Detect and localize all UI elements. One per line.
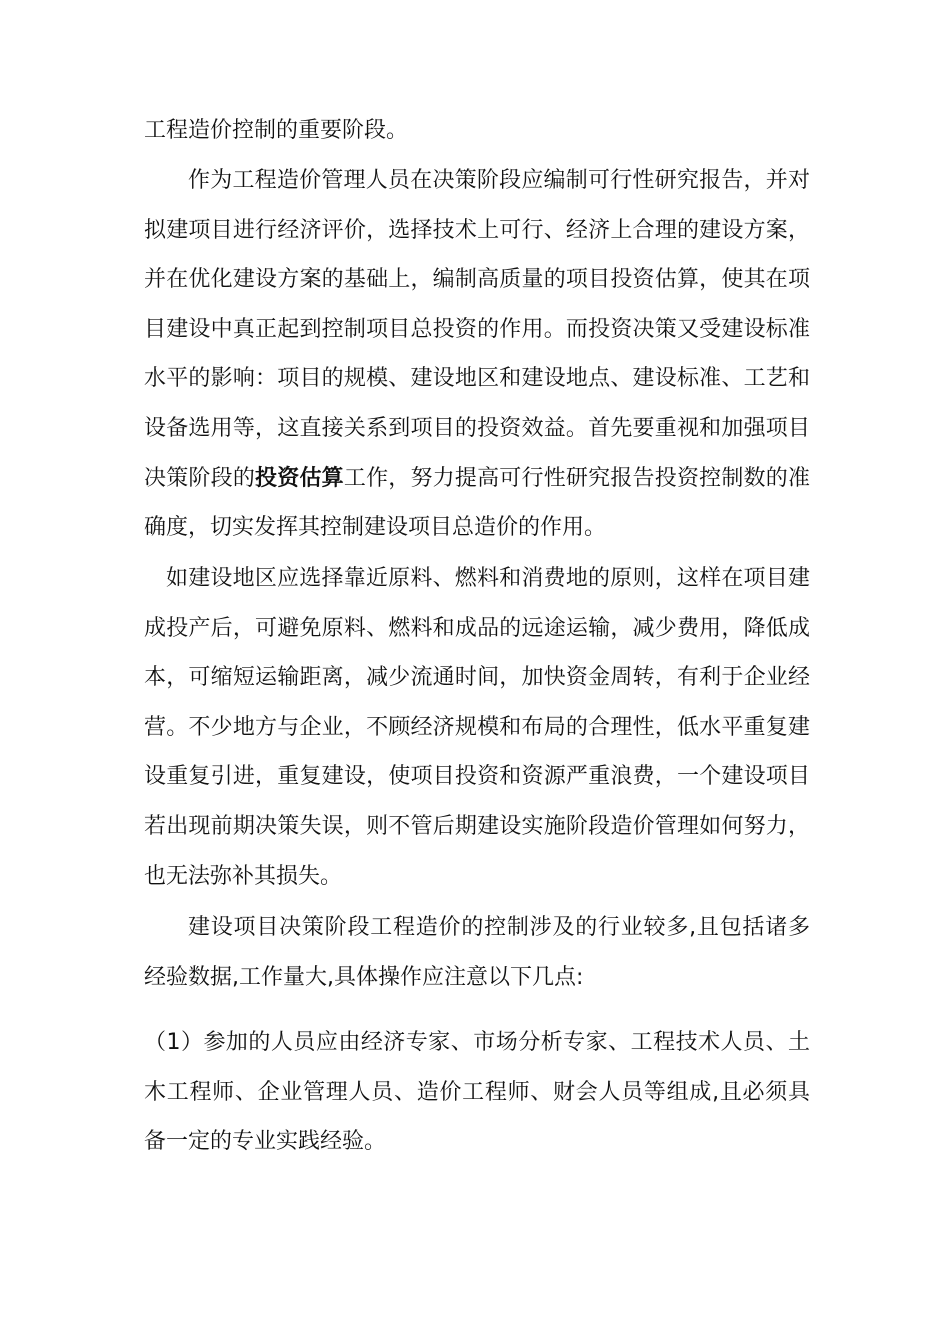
paragraph-intro (144, 106, 810, 156)
list-item-1-text: （1）参加的人员应由经济专家、市场分析专家、工程技术人员、土木工程师、企业管理人员、造价工程师、财会人员等组成,且必须具备一定的专业实践经验。 (144, 1030, 810, 1155)
paragraph-decision-stage-text-a: 作为工程造价管理人员在决策阶段应编制可行性研究报告，并对拟建项目进行经济评价，选择技术上可行、经济上合理的建设方案，并在优化建设方案的基础上，编制高质量的项目投资估算，使其在项目建设中真正起到控制项目总投资的作用。而投资决策又受建设标准水平的影响：项目的规模、建设地区和建设地点、建设标准、工艺和设备选用等，这直接关系到项目的投资效益。首先要重视和加强项目决策阶段的 (144, 168, 810, 491)
bold-term-investment-estimate: 投资估算 (255, 465, 344, 491)
paragraph-intro-text: 工程造价控制的重要阶段。 (144, 118, 409, 143)
paragraph-site-selection-text: 如建设地区应选择靠近原料、燃料和消费地的原则，这样在项目建成投产后，可避免原料、燃料和成品的远途运输，减少费用，降低成本，可缩短运输距离，减少流通时间，加快资金周转，有利于企业经营。不少地方与企业，不顾经济规模和布局的合理性，低水平重复建设重复引进，重复建设，使项目投资和资源严重浪费，一个建设项目若出现前期决策失误，则不管后期建设实施阶段造价管理如何努力，也无法弥补其损失。 (144, 566, 810, 889)
paragraph-industry-scope (144, 903, 810, 1002)
list-item-1 (144, 1018, 810, 1167)
paragraph-industry-scope-text: 建设项目决策阶段工程造价的控制涉及的行业较多,且包括诸多经验数据,工作量大,具体操作应注意以下几点: (144, 915, 810, 990)
paragraph-decision-stage-text-b: 工作，努力提高可行性研究报告投资控制数的准确度，切实发挥其控制建设项目总造价的作用。 (144, 465, 810, 541)
paragraph-decision-stage (144, 156, 810, 553)
paragraph-site-selection (144, 554, 810, 901)
